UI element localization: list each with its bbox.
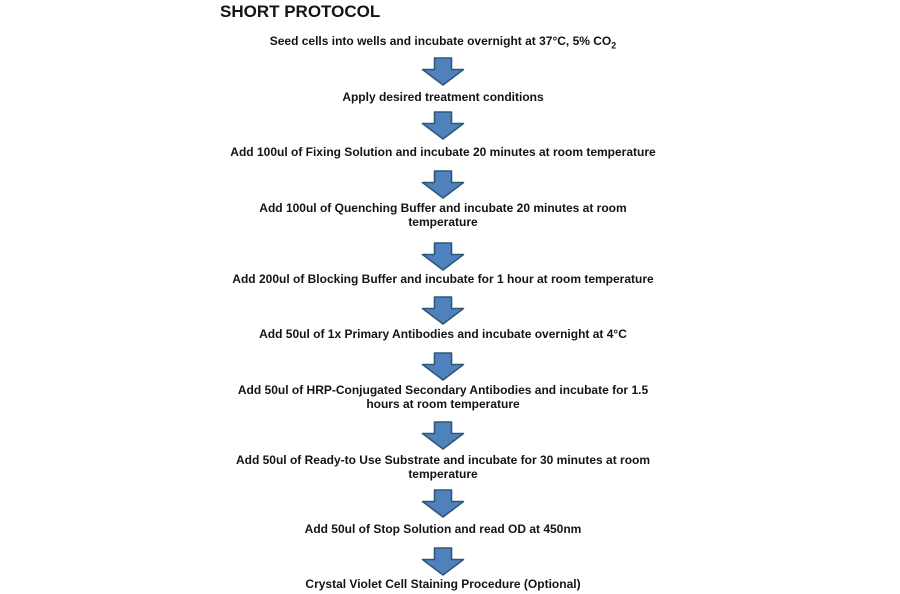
down-arrow-icon bbox=[421, 352, 465, 381]
down-arrow-icon bbox=[421, 296, 465, 325]
down-arrow-icon bbox=[421, 547, 465, 576]
down-arrow-icon bbox=[421, 421, 465, 450]
protocol-step-1 bbox=[269, 34, 617, 51]
step-text: Add 50ul of HRP-Conjugated Secondary Antibodies and incubate for 1.5 hours at room temperature bbox=[237, 383, 649, 411]
step-text: Crystal Violet Cell Staining Procedure (Optional) bbox=[305, 577, 581, 591]
step-text: Add 200ul of Blocking Buffer and incubate for 1 hour at room temperature bbox=[232, 272, 654, 286]
step-text: Seed cells into wells and incubate overnight at 37°C, 5% CO bbox=[269, 34, 612, 48]
protocol-step-5 bbox=[232, 272, 653, 286]
down-arrow-icon bbox=[421, 111, 465, 140]
protocol-step-2 bbox=[342, 90, 543, 104]
step-text: Add 50ul of Ready-to Use Substrate and incubate for 30 minutes at room temperature bbox=[235, 453, 651, 481]
page-title: SHORT PROTOCOL bbox=[220, 2, 381, 21]
down-arrow-icon bbox=[421, 242, 465, 271]
down-arrow-icon bbox=[421, 170, 465, 199]
down-arrow-icon bbox=[421, 57, 465, 86]
down-arrow-icon bbox=[421, 489, 465, 518]
protocol-step-7 bbox=[229, 383, 657, 411]
step-text: Add 50ul of Stop Solution and read OD at 450nm bbox=[304, 522, 582, 536]
step-text: Add 100ul of Fixing Solution and incubate 20 minutes at room temperature bbox=[230, 145, 656, 159]
protocol-step-8 bbox=[229, 453, 657, 481]
protocol-step-4 bbox=[247, 201, 639, 229]
protocol-step-9 bbox=[305, 522, 582, 536]
co2-subscript: 2 bbox=[611, 40, 617, 51]
step-text: Add 50ul of 1x Primary Antibodies and incubate overnight at 4°C bbox=[259, 327, 627, 341]
protocol-step-6 bbox=[259, 327, 627, 341]
step-text: Add 100ul of Quenching Buffer and incubate 20 minutes at room temperature bbox=[259, 201, 627, 229]
protocol-step-10 bbox=[305, 577, 580, 591]
protocol-step-3 bbox=[230, 145, 655, 159]
step-text: Apply desired treatment conditions bbox=[342, 90, 544, 104]
